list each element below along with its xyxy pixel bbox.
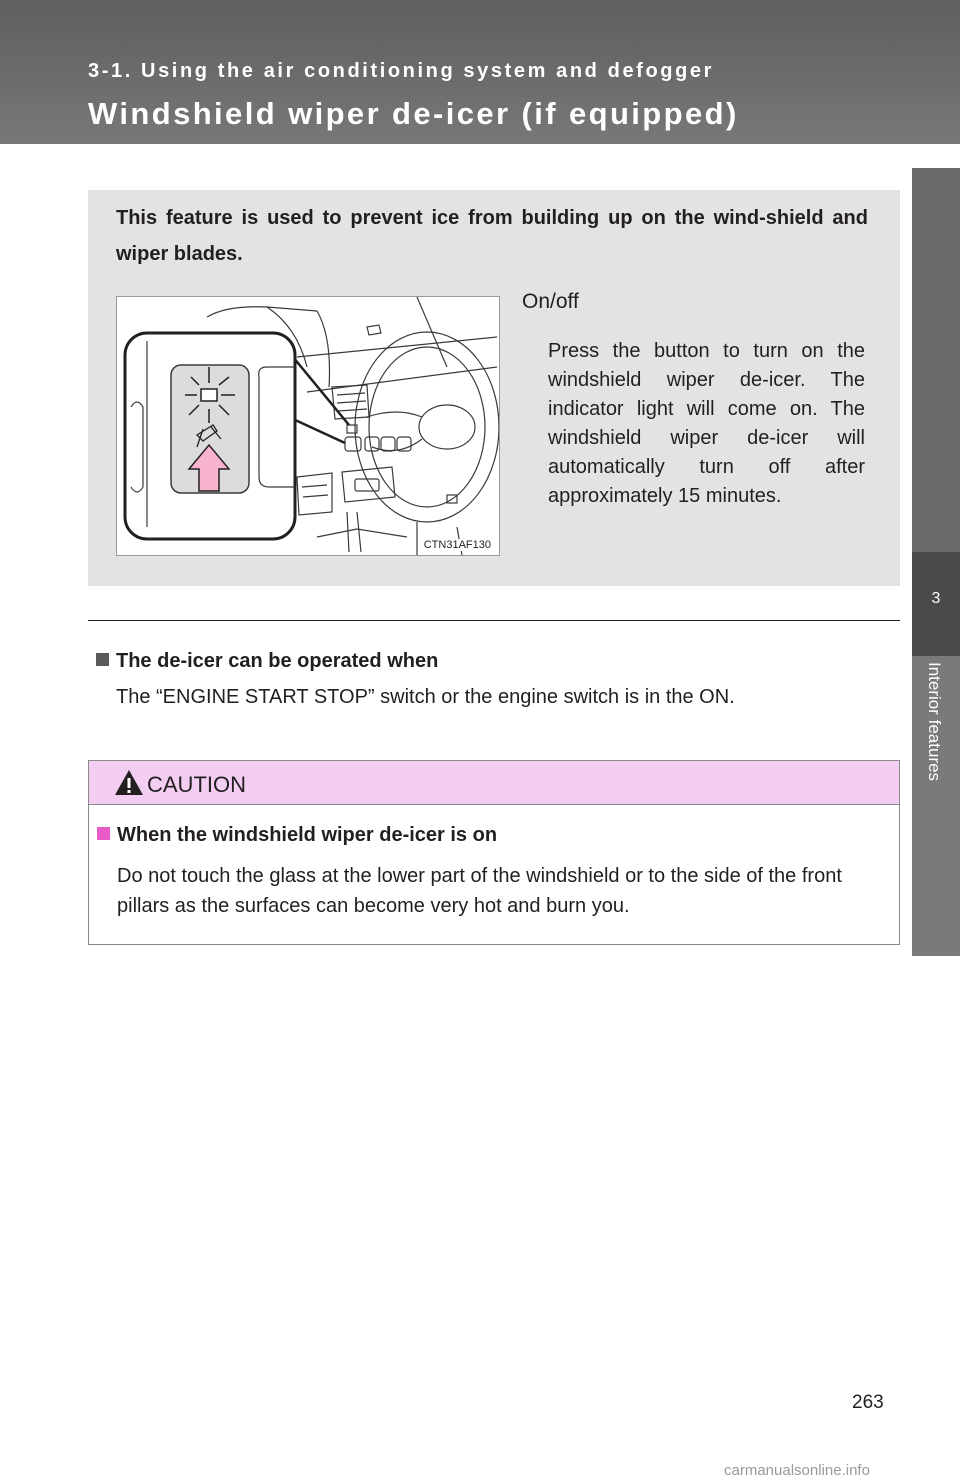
warning-icon [114,769,144,797]
onoff-description: Press the button to turn on the windshield wiper de-icer. The indicator light will come on. The windshield wiper de-icer will automatically turn off after approximately 15 minutes. [548,340,865,507]
page-title: Windshield wiper de-icer (if equipped) [88,96,739,131]
intro-text: This feature is used to prevent ice from building up on the wind-shield and wiper blades. [116,207,868,265]
square-bullet-icon [96,653,109,666]
section-label: 3-1. Using the air conditioning system and defogger [88,60,714,82]
deicer-illustration [116,296,500,556]
dashboard-illustration [117,297,500,556]
side-tab-upper [912,168,960,552]
caution-title: CAUTION [147,772,246,797]
page-header [0,0,960,144]
figure-code: CTN31AF130 [423,539,491,551]
chapter-name: Interior features [925,662,944,782]
caution-heading [97,824,497,847]
pink-square-bullet-icon [97,827,110,840]
note-text: The “ENGINE START STOP” switch or the engine switch is in the ON. [116,686,735,708]
note-heading [96,650,438,673]
caution-text: Do not touch the glass at the lower part of the windshield or to the side of the front pillars as the surfaces can become very hot and burn you. [117,865,842,917]
chapter-number: 3 [931,590,941,607]
divider-rule [88,620,900,621]
onoff-subheading: On/off [522,290,579,313]
note-heading-text: The de-icer can be operated when [116,650,439,672]
caution-box [88,760,900,945]
watermark: carmanualsonline.info [724,1462,870,1479]
page-number: 263 [852,1392,884,1413]
caution-heading-text: When the windshield wiper de-icer is on [117,824,498,846]
caution-bar [89,761,899,805]
